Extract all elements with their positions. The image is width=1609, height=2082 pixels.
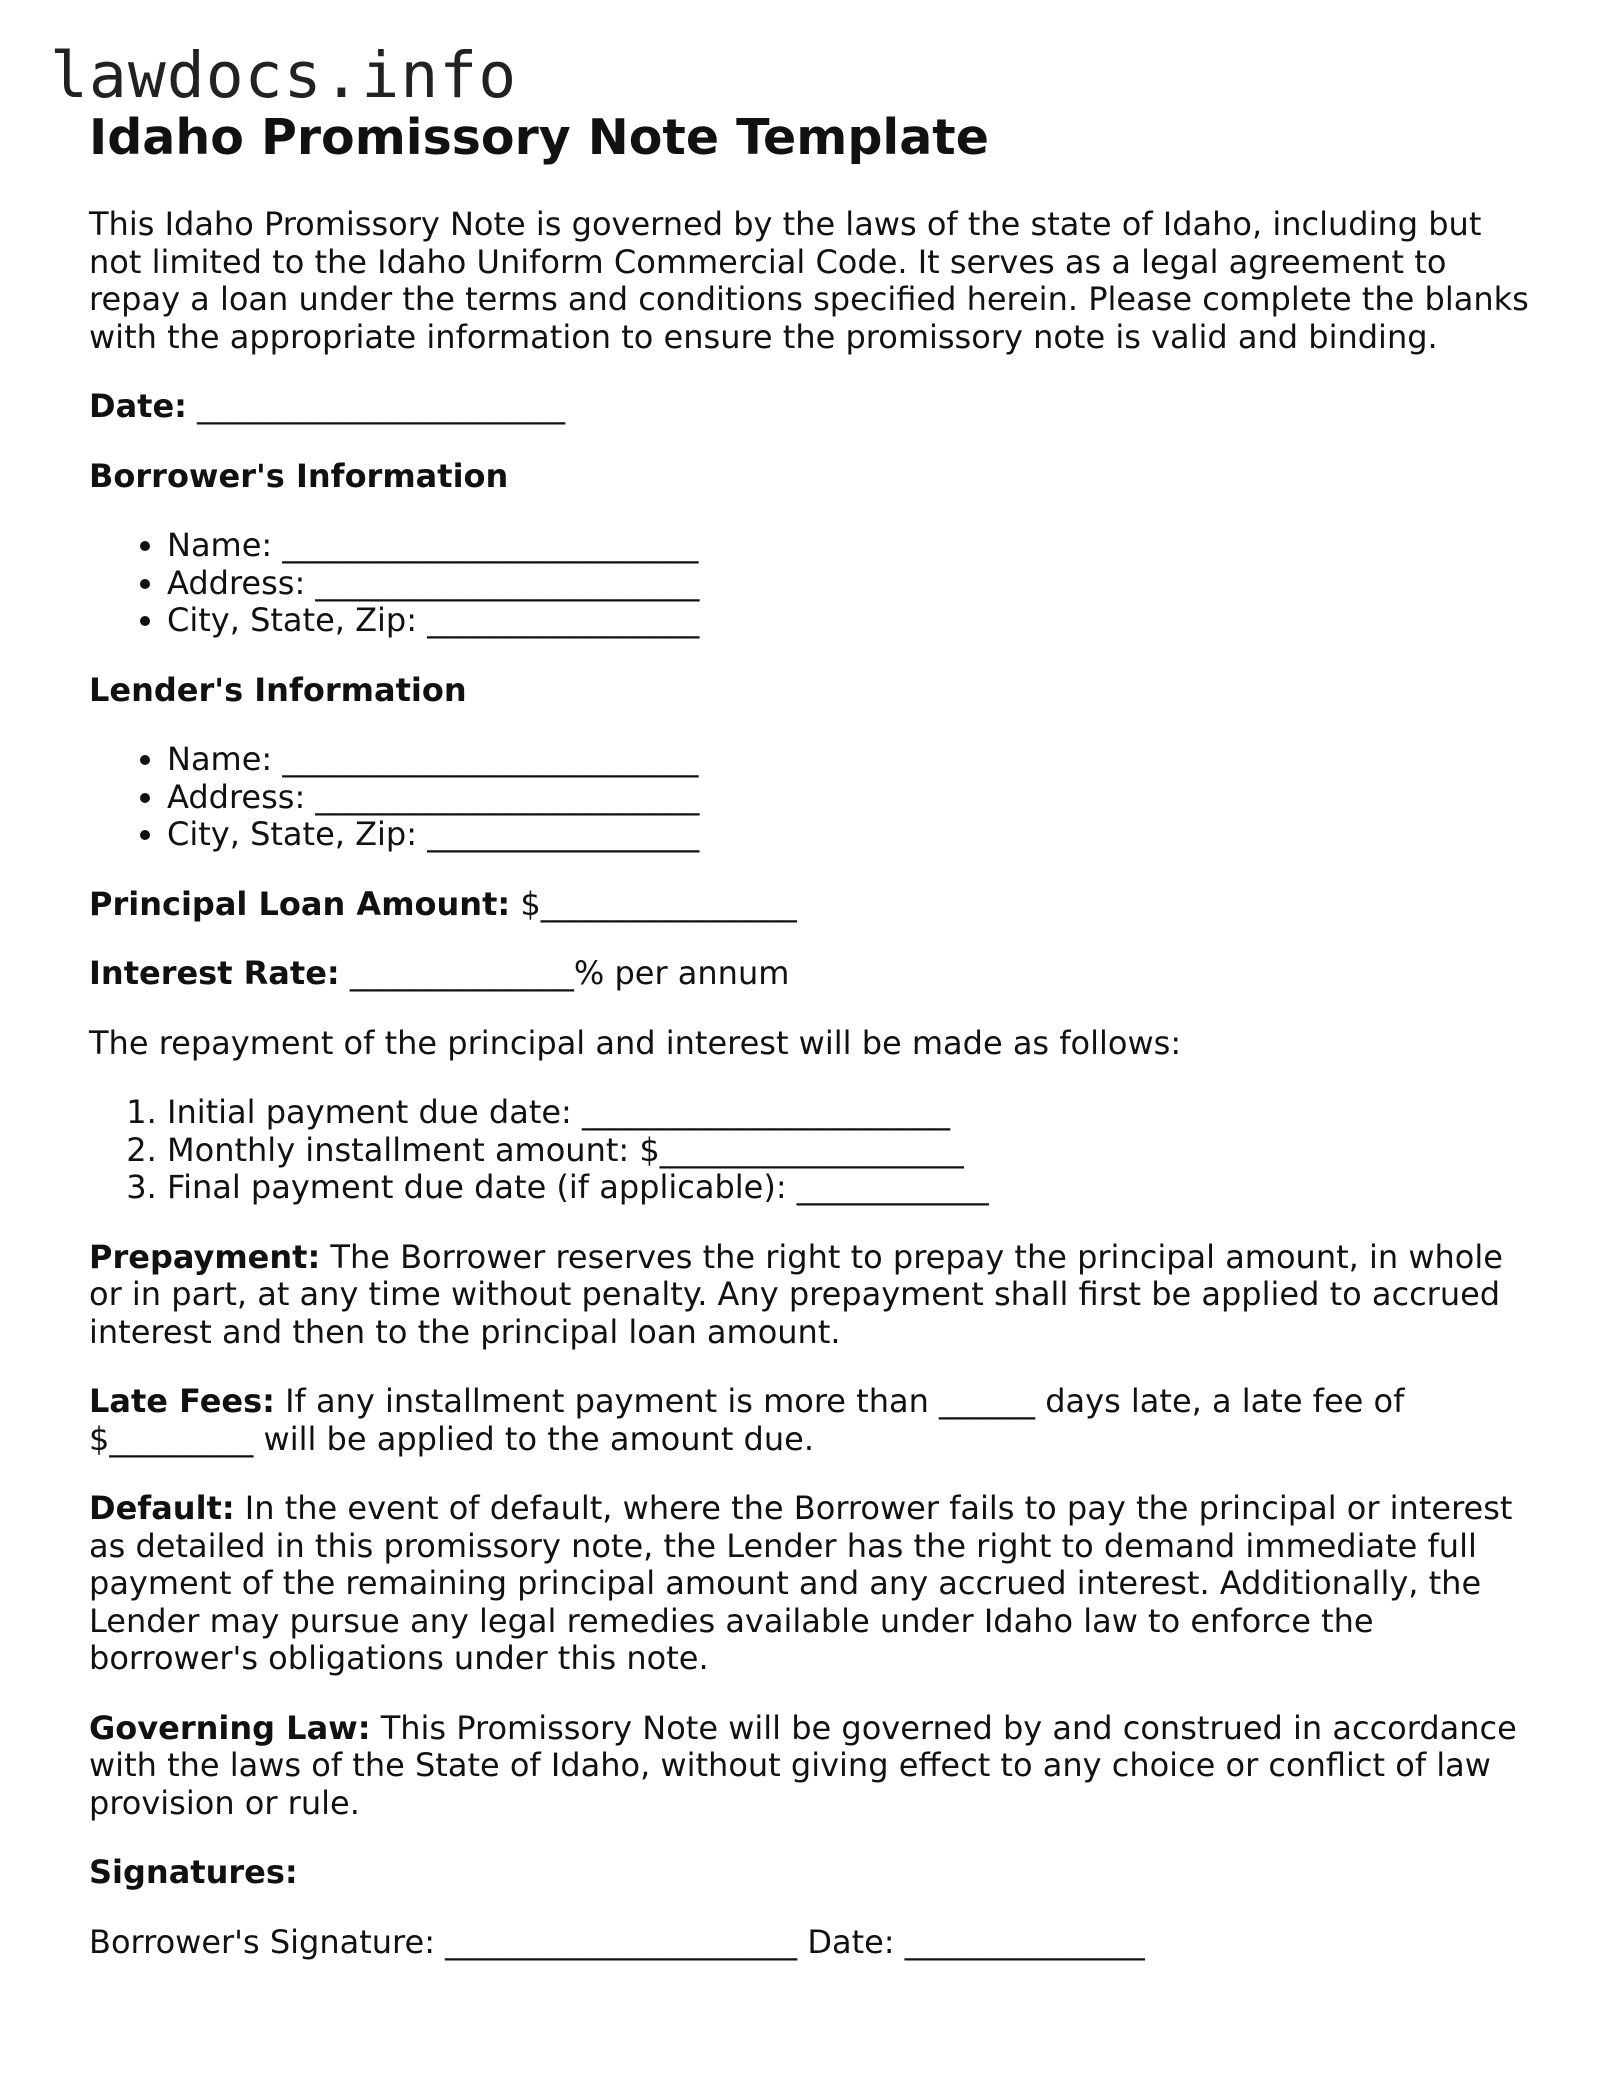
- governing-law-paragraph: [89, 1710, 1529, 1823]
- prepayment-paragraph: [89, 1239, 1529, 1352]
- document-page: [89, 106, 1529, 1961]
- late-fees-text: If any installment payment is more than ______ days late, a late fee of $_________ will be applied to the amount due.: [89, 1382, 1405, 1458]
- interest-rate-blank: ______________% per annum: [339, 954, 790, 992]
- principal-amount-blank: $________________: [510, 884, 797, 923]
- signatures-heading: Signatures:: [89, 1853, 298, 1891]
- prepayment-label: Prepayment:: [89, 1237, 321, 1276]
- default-paragraph: [89, 1490, 1529, 1678]
- site-watermark: lawdocs.info: [50, 39, 518, 112]
- governing-law-label: Governing Law:: [89, 1708, 371, 1747]
- lender-name-item: • Name: __________________________: [167, 741, 1529, 779]
- borrower-name-item: • Name: __________________________: [167, 527, 1529, 565]
- interest-rate-label: Interest Rate:: [89, 954, 340, 992]
- governing-law-text: This Promissory Note will be governed by and construed in accordance with the laws of the State of Idaho, without giving effect to any choice or conflict of law provision or rule.: [89, 1708, 1517, 1822]
- date-label: Date:: [89, 387, 187, 425]
- principal-amount-field: [89, 886, 1529, 924]
- document-title: Idaho Promissory Note Template: [89, 109, 989, 166]
- lender-info-list: [89, 741, 1529, 854]
- principal-amount-label: Principal Loan Amount:: [89, 884, 511, 923]
- borrower-address-item: • Address: ________________________: [167, 565, 1529, 603]
- final-payment-item: 3. Final payment due date (if applicable): ____________: [167, 1169, 1529, 1207]
- prepayment-text: The Borrower reserves the right to prepay the principal amount, in whole or in part, at any time without penalty. Any prepayment shall first be applied to accrued interest and then to the principal loan amount.: [89, 1237, 1503, 1351]
- lender-city-state-zip-item: • City, State, Zip: _________________: [167, 816, 1529, 854]
- repayment-intro: The repayment of the principal and interest will be made as follows:: [89, 1023, 1182, 1062]
- intro-paragraph: This Idaho Promissory Note is governed by the laws of the state of Idaho, including but not limited to the Idaho Uniform Commercial Code. It serves as a legal agreement to repay a loan under the terms and conditions specified herein. Please complete the blanks with the appropriate information to ensure the promissory note is valid and binding.: [89, 205, 1529, 356]
- default-text: In the event of default, where the Borrower fails to pay the principal or interest as detailed in this promissory note, the Lender has the right to demand immediate full payment of the remaining principal amount and any accrued interest. Additionally, the Lender may pursue any legal remedies available under Idaho law to enforce the borrower's obligations under this note.: [89, 1489, 1513, 1677]
- late-fees-label: Late Fees:: [89, 1382, 275, 1420]
- lender-address-item: • Address: ________________________: [167, 779, 1529, 817]
- borrower-heading: Borrower's Information: [89, 456, 509, 495]
- lender-heading: Lender's Information: [89, 670, 467, 709]
- initial-payment-item: 1. Initial payment due date: _______________________: [167, 1094, 1529, 1132]
- borrower-signature-line: Borrower's Signature: ______________________ Date: _______________: [89, 1922, 1145, 1961]
- monthly-installment-item: 2. Monthly installment amount: $___________________: [167, 1132, 1529, 1170]
- date-field: [89, 388, 1529, 426]
- repayment-schedule-list: [89, 1094, 1529, 1207]
- default-label: Default:: [89, 1489, 235, 1527]
- date-blank: _______________________: [186, 387, 566, 425]
- borrower-city-state-zip-item: • City, State, Zip: _________________: [167, 602, 1529, 640]
- late-fees-paragraph: [89, 1383, 1529, 1458]
- borrower-info-list: [89, 527, 1529, 640]
- interest-rate-field: [89, 955, 1529, 993]
